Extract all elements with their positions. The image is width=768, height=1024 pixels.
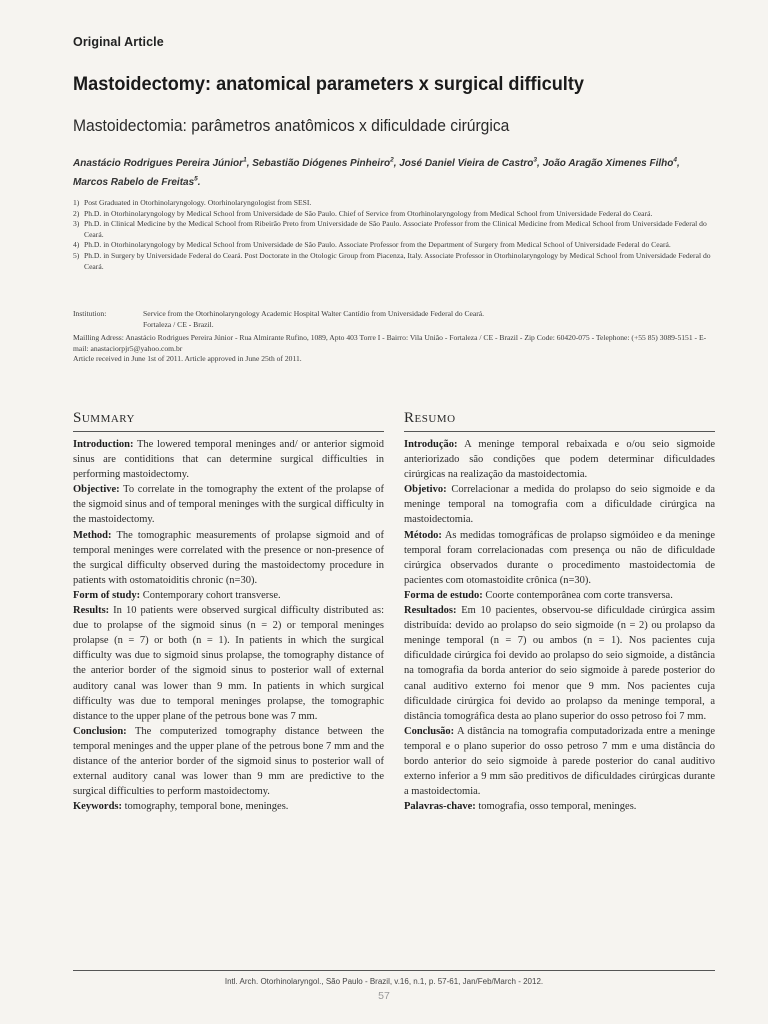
article-type-label: Original Article <box>73 35 164 49</box>
author: Sebastião Diógenes Pinheiro$^2$, <box>252 157 400 170</box>
summary-paragraph: Method: The tomographic measurements of prolapse sigmoid and of temporal meninges were correlated with the presence or non-presence of the surgical difficulty observed during the mastoidectomy procedure in patients with ostomatoiditis chronic (n=30). <box>73 529 384 586</box>
resumo-paragraph: Palavras-chave: tomografia, osso temporal, meninges. <box>404 801 637 813</box>
summary-body <box>73 437 384 814</box>
affiliations-list <box>73 198 715 272</box>
summary-paragraph: Objective: To correlate in the tomography the extent of the prolapse of the sigmoid sinus and of temporal meninges with the surgical difficulty in the mastoidectomy. <box>73 484 384 526</box>
resumo-paragraph: Método: As medidas tomográficas de prolapso sigmóideo e da meninge temporal foram correlacionadas com presença ou não de dificuldade cirúrgica observados durante o procedimento mastoidectomia de pacientes com otomastoidite crônica (n=30). <box>404 529 715 586</box>
author-list <box>73 153 723 190</box>
title-english: Mastoidectomy: anatomical parameters x surgical difficulty <box>73 73 584 95</box>
summary-rule <box>73 431 384 432</box>
affiliation-item: 2) Ph.D. in Otorhinolaryngology by Medical School from Universidade de São Paulo. Chief of Service from Otorhinolaryngology from Medical School from Universidade Federal do Ceará. <box>73 208 653 218</box>
summary-paragraph: Introduction: The lowered temporal meninges and/ or anterior sigmoid sinus are contiditions that can determine surgical difficulties in performing mastoidectomy. <box>73 439 384 481</box>
institution: Institution: Service from the Otorhinolaryngology Academic Hospital Walter Cantídio from Universidade Federal do Ceará. Fortaleza / CE - Brazil. <box>73 309 485 329</box>
affiliation-item: 3) Ph.D. in Clinical Medicine by the Medical School from Ribeirão Preto from Universidade de São Paulo. Associate Professor from the Clinical Medicine from Medical School from Universidade Federal do Ceará. <box>73 219 707 239</box>
author: João Aragão Ximenes Filho$^4$, <box>542 157 680 170</box>
author: José Daniel Vieira de Castro$^3$, <box>399 157 543 170</box>
affiliation-item: 5) Ph.D. in Surgery by Universidade Federal do Ceará. Post Doctorate in the Otologic Group from Piacenza, Italy. Associate Professor in Otorhinolaryngology by Medical School from Universidade Federal do Ceará. <box>73 250 711 271</box>
author: Marcos Rabelo de Freitas$^5$. <box>73 175 201 188</box>
summary-paragraph: Results: In 10 patients were observed surgical difficulty distributed as: due to prolapse of the sigmoid sinus (n = 2) or temporal meninges prolapse (n = 7) or both (n = 1). In patients in which the surgical difficulty was due to sigmoid sinus prolapse, the tomography distance of the anterior border of the sigmoid sinus to posterior wall of external auditory canal was lower than 9 mm. In patients in which surgical difficulty was due to temporal meninges prolapse, the tomographic distance to the upper plane of the petrous bone was 7 mm. <box>73 605 384 722</box>
summary-paragraph: Conclusion: The computerized tomography distance between the temporal meninges and the upper plane of the petrous bone 7 mm and the distance of the anterior border of the sigmoid sinus to posterior wall of external auditory canal was lower than 9 mm are predictive to the surgical difficulties to perform mastoidectomy. <box>73 725 384 798</box>
resumo-paragraph: Objetivo: Correlacionar a medida do prolapso do seio sigmoide e da meninge temporal na tomografia com a dificuldade cirúrgica na mastoidectomia. <box>404 484 715 526</box>
page-number: 57 <box>378 990 390 1002</box>
title-portuguese: Mastoidectomia: parâmetros anatômicos x dificuldade cirúrgica <box>73 116 510 135</box>
summary-heading: Summary <box>73 410 135 426</box>
mailing-address: Mailling Adress: Anastácio Rodrigues Pereira Júnior - Rua Almirante Rufino, 1089, Apto 403 Torre I - Bairro: Vila União - Fortaleza / CE - Brazil - Zip Code: 60420-075 - Telephone: (+55 85) 3089-5151 - E-mail: anastaciorpjr5@yahoo.com.br <box>73 333 707 353</box>
resumo-heading: Resumo <box>404 410 456 426</box>
summary-paragraph: Form of study: Contemporary cohort transverse. <box>73 589 281 601</box>
affiliation-item: 4) Ph.D. in Otorhinolaryngology by Medical School from Universidade de São Paulo. Associate Professor from the Department of Surgery from Medical School of Universidade Federal do Ceará. <box>73 240 671 250</box>
received-dates: Article received in June 1st of 2011. Article approved in June 25th of 2011. <box>73 354 302 364</box>
resumo-paragraph: Resultados: Em 10 pacientes, observou-se dificuldade cirúrgica assim distribuída: devido ao prolapso do seio sigmoide (n = 2) ou prolapso da meninge temporal (n = 7) ou ambos (n = 1). Nos pacientes cuja dificuldade cirúrgica foi devido ao prolapso do seio sigmoide, a distância na tomografia da borda anterior do seio sigmoide à parede posterior do canal auditivo externo foi menor que 9 mm. Nos pacientes cuja dificuldade cirúrgica foi devido ao prolapso da meninge temporal, a distância tomográfica desta ao plano superior do osso petroso foi 7 mm. <box>404 605 715 722</box>
resumo-paragraph: Conclusão: A distância na tomografia computadorizada entre a meninge temporal e o plano superior do osso petroso 7 mm e uma distância do bordo anterior do seio sigmoide à parede posterior do canal auditivo externo inferior a 9 mm são preditivos de dificuldades cirúrgicas durante a mastoidectomia. <box>404 725 715 798</box>
resumo-body <box>404 437 715 814</box>
resumo-paragraph: Introdução: A meninge temporal rebaixada e o/ou seio sigmoide anteriorizado são condições que podem determinar dificuldades cirúrgicas na realização da mastoidectomia. <box>404 439 715 481</box>
resumo-rule <box>404 431 715 432</box>
footer-rule <box>73 970 715 971</box>
summary-paragraph: Keywords: tomography, temporal bone, meninges. <box>73 801 289 813</box>
resumo-paragraph: Forma de estudo: Coorte contemporânea com corte transversa. <box>404 589 673 601</box>
affiliation-item: 1) Post Graduated in Otorhinolaryngology. Otorhinolaryngologist from SESI. <box>73 198 312 207</box>
journal-citation: Intl. Arch. Otorhinolaryngol., São Paulo - Brazil, v.16, n.1, p. 57-61, Jan/Feb/March - 2012. <box>224 977 544 986</box>
author: Anastácio Rodrigues Pereira Júnior$^1$, <box>73 157 253 170</box>
article-metadata <box>73 309 715 365</box>
